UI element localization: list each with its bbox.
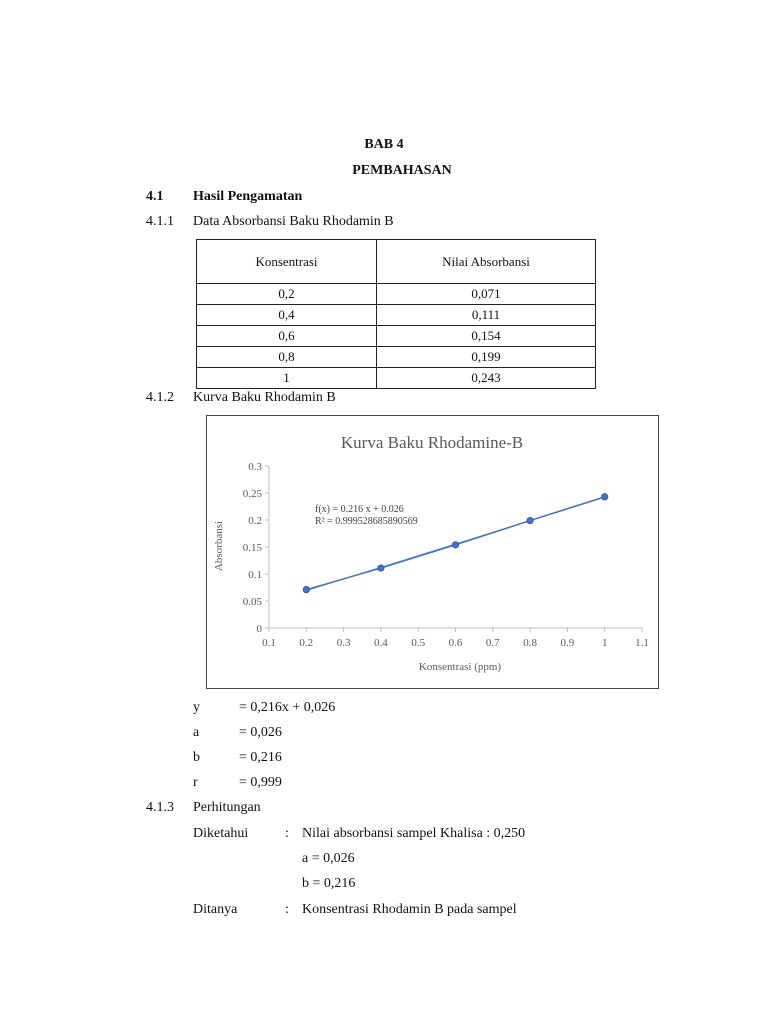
y-axis-label: Absorbansi <box>213 520 225 572</box>
data-point <box>602 494 608 500</box>
y-tick-label: 0.1 <box>248 569 262 581</box>
table-cell: 0,4 <box>197 305 377 326</box>
eq-label-y: y <box>193 700 200 715</box>
known-b-value: b = 0,216 <box>302 876 356 891</box>
x-tick-label: 0.8 <box>523 637 537 649</box>
table-cell: 0,111 <box>377 305 596 326</box>
table-cell: 1 <box>197 368 377 389</box>
section-4-1-title: Hasil Pengamatan <box>193 189 303 204</box>
table-row <box>197 284 596 305</box>
table-cell: 0,8 <box>197 347 377 368</box>
absorbance-table <box>196 239 596 389</box>
x-tick-label: 0.6 <box>448 637 463 649</box>
diketahui-label: Diketahui <box>193 826 249 841</box>
eq-value-a: = 0,026 <box>239 725 282 740</box>
table-row <box>197 305 596 326</box>
table-cell: 0,154 <box>377 326 596 347</box>
table-row <box>197 326 596 347</box>
table-cell: 0,6 <box>197 326 377 347</box>
y-tick-label: 0.15 <box>242 542 262 554</box>
x-tick-label: 1.1 <box>635 637 649 649</box>
table-header-row <box>197 240 596 284</box>
table-row <box>197 347 596 368</box>
known-a-value: a = 0,026 <box>302 851 355 866</box>
x-tick-label: 0.7 <box>485 637 500 649</box>
section-4-1-1-title: Data Absorbansi Baku Rhodamin B <box>193 214 394 229</box>
ditanya-value: Konsentrasi Rhodamin B pada sampel <box>302 902 517 917</box>
diketahui-value: Nilai absorbansi sampel Khalisa : 0,250 <box>302 826 526 841</box>
eq-value-y: = 0,216x + 0,026 <box>239 700 336 715</box>
col-header-konsentrasi: Konsentrasi <box>197 240 377 284</box>
y-tick-label: 0.05 <box>242 596 262 608</box>
y-tick-label: 0.2 <box>248 515 262 527</box>
y-tick-label: 0.3 <box>248 461 262 473</box>
table-row <box>197 368 596 389</box>
eq-label-a: a <box>193 725 200 740</box>
ditanya-label: Ditanya <box>193 902 238 917</box>
x-tick-label: 0.2 <box>299 637 314 649</box>
x-axis-label: Konsentrasi (ppm) <box>418 661 502 673</box>
x-tick-label: 0.3 <box>336 637 351 649</box>
x-tick-label: 1 <box>601 637 608 649</box>
calibration-chart <box>207 416 658 688</box>
eq-label-b: b <box>193 750 200 765</box>
diketahui-colon: : <box>285 826 289 841</box>
eq-value-b: = 0,216 <box>239 750 282 765</box>
table-cell: 0,071 <box>377 284 596 305</box>
col-header-absorbansi: Nilai Absorbansi <box>377 240 596 284</box>
data-point <box>303 586 309 592</box>
section-4-1-3-number: 4.1.3 <box>146 800 174 815</box>
y-tick-label: 0 <box>256 623 262 635</box>
chapter-title: PEMBAHASAN <box>352 163 452 178</box>
x-tick-label: 0.9 <box>560 637 575 649</box>
chart-title: Kurva Baku Rhodamine-B <box>340 433 524 452</box>
section-4-1-2-title: Kurva Baku Rhodamin B <box>193 390 336 405</box>
eq-value-r: = 0,999 <box>239 775 282 790</box>
section-4-1-number: 4.1 <box>146 189 164 204</box>
section-4-1-2-number: 4.1.2 <box>146 390 174 405</box>
x-tick-label: 0.4 <box>374 637 388 649</box>
chapter-heading: BAB 4 <box>364 137 404 152</box>
eq-label-r: r <box>193 775 198 790</box>
x-tick-label: 0.5 <box>411 637 426 649</box>
trendline-equation: f(x) = 0.216 x + 0.026 <box>315 504 404 515</box>
r-squared-label: R² = 0.9995286858905​69 <box>315 516 418 527</box>
data-point <box>452 542 458 548</box>
ditanya-colon: : <box>285 902 289 917</box>
data-point <box>378 565 384 571</box>
y-tick-label: 0.25 <box>242 488 262 500</box>
table-cell: 0,243 <box>377 368 596 389</box>
chart-frame <box>206 415 659 689</box>
x-tick-label: 0.1 <box>262 637 276 649</box>
section-4-1-1-number: 4.1.1 <box>146 214 174 229</box>
table-cell: 0,2 <box>197 284 377 305</box>
table-cell: 0,199 <box>377 347 596 368</box>
data-point <box>527 517 533 523</box>
section-4-1-3-title: Perhitungan <box>193 800 261 815</box>
